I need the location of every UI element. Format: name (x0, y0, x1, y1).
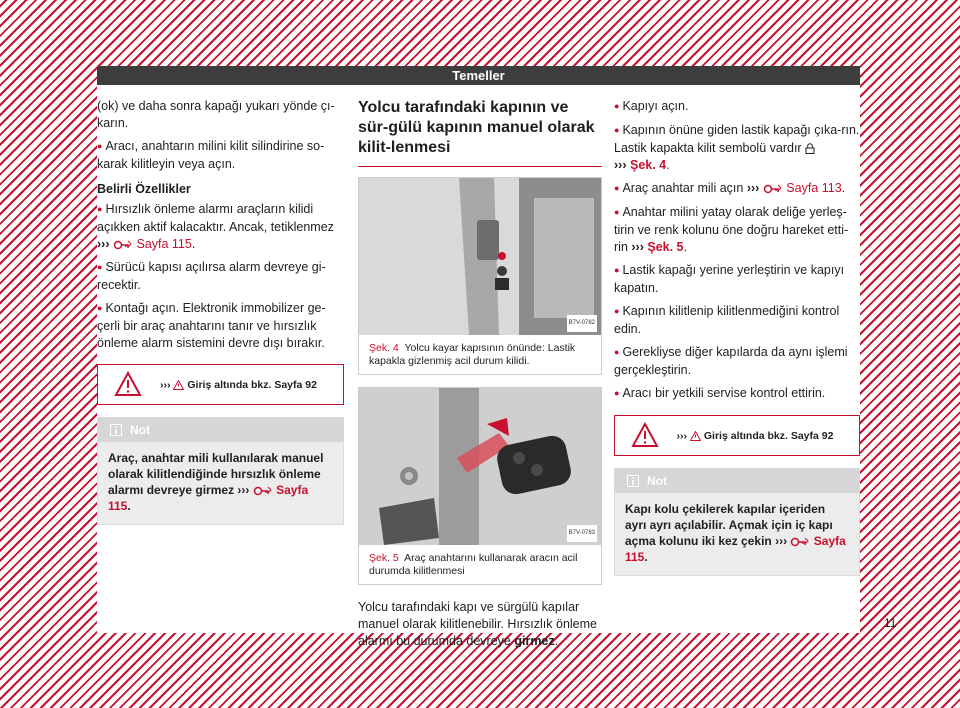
figure-link[interactable]: Şek. 4 (629, 158, 667, 172)
bullet-item: ● Kontağı açın. Elektronik immobilizer ge-çerli bir araç anahtarını tanır ve hırsızlık önleme alarm sistemini devre dışı bırakır. (97, 300, 344, 352)
section-title: Yolcu tarafındaki kapının ve sür-gülü kapının manuel olarak kilit-lenmesi (358, 98, 602, 167)
figure-link[interactable]: Şek. 5 (647, 240, 684, 254)
bullet-item: ● Aracı, anahtarın milini kilit silindirine so-karak kilitleyin veya açın. (97, 138, 344, 173)
key-in-lock-illustration (359, 388, 601, 545)
figure-code: B7V-0782 (567, 315, 597, 332)
bullet-item: ● Kapıyı açın. (614, 98, 860, 116)
bullet-item: ● Aracı bir yetkili servise kontrol ettirin. (614, 385, 860, 403)
figure-4-image (359, 178, 601, 335)
lock-icon (805, 143, 815, 154)
figure-number: Şek. 4 (369, 342, 399, 354)
page-link[interactable]: Sayfa 115 (136, 237, 192, 251)
info-icon (110, 424, 122, 436)
page-link[interactable]: Sayfa 115 (108, 483, 309, 513)
bullet-item: ● Sürücü kapısı açılırsa alarm devreye gi-recektir. (97, 259, 344, 294)
bullet-item: ● Gerekliyse diğer kapılarda da aynı işlemi gerçekleştirin. (614, 344, 860, 379)
figure-number: Şek. 5 (369, 552, 399, 564)
paragraph: (ok) ve daha sonra kapağı yukarı yönde çı-karın. (97, 99, 335, 130)
figure-5-image (359, 388, 601, 545)
figure-code: B7V-0783 (567, 525, 597, 542)
column-left (97, 98, 344, 525)
column-middle (358, 98, 602, 656)
key-info-icon (763, 183, 783, 194)
key-info-icon (790, 536, 810, 547)
bullet-item: ● Hırsızlık önleme alarmı araçların kilidi açıkken aktif kalacaktır. Ancak, tetiklenmez ››› Sayfa 115. (97, 201, 344, 253)
bullet-item: ● Kapının önüne giden lastik kapağı çıka-rın. Lastik kapakta kilit sembolü vardır ››› Şek. 4. (614, 122, 860, 174)
note-label: Not (130, 423, 150, 437)
warning-text[interactable]: Giriş altında bkz. Sayfa 92 (703, 430, 834, 442)
note-label: Not (647, 474, 667, 488)
note-box: Not Araç, anahtar mili kullanılarak manuel olarak kilitlendiğinde hırsızlık önleme alarmı devreye girmez ››› Sayfa 115. (97, 417, 344, 525)
column-right (614, 98, 860, 576)
figure-5 (358, 387, 602, 585)
bullet-item: ● Kapının kilitlenip kilitlenmediğini kontrol edin. (614, 303, 860, 338)
page-number: 11 (884, 616, 897, 630)
warning-text[interactable]: Giriş altında bkz. Sayfa 92 (187, 379, 317, 391)
figure-caption: Araç anahtarını kullanarak aracın acil durumda kilitlenmesi (369, 552, 578, 577)
section-subheading: Belirli Özellikler (97, 182, 191, 196)
warning-box: ››› Giriş altında bkz. Sayfa 92 (97, 364, 344, 405)
note-text: Kapı kolu çekilerek kapılar içeriden ayrı ayrı açılabilir. Açmak için iç kapı açma kolunu iki kez çekin (625, 502, 833, 548)
note-box: Not Kapı kolu çekilerek kapılar içeriden ayrı ayrı açılabilir. Açmak için iç kapı açma kolunu iki kez çekin ››› Sayfa 115. (614, 468, 860, 576)
reference-arrow: ››› (97, 237, 110, 251)
paragraph: Yolcu tarafındaki kapı ve sürgülü kapılar manuel olarak kilitlenebilir. Hırsızlık önleme alarmı bu durumda devreye girmez. (358, 600, 597, 648)
warning-box: ››› Giriş altında bkz. Sayfa 92 (614, 415, 860, 456)
bullet-item: ● Lastik kapağı yerine yerleştirin ve kapıyı kapatın. (614, 262, 860, 297)
bullet-item: ● Anahtar milini yatay olarak deliğe yerleş-tirin ve renk kolunu öne doğru hareket etti-rin ››› Şek. 5. (614, 204, 860, 256)
key-info-icon (113, 239, 133, 250)
warning-small-icon (690, 431, 701, 441)
note-text: Araç, anahtar mili kullanılarak manuel olarak kilitlendiğinde hırsızlık önleme alarmı devreye girmez (108, 451, 324, 497)
page-link[interactable]: Sayfa 115 (625, 534, 846, 564)
key-info-icon (253, 485, 273, 496)
figure-4 (358, 177, 602, 375)
door-lock-illustration (359, 178, 601, 335)
page-link[interactable]: Sayfa 113 (786, 181, 842, 195)
bullet-item: ● Araç anahtar mili açın ››› Sayfa 113. (614, 180, 860, 198)
page-header: Temeller (97, 66, 860, 85)
figure-caption: Yolcu kayar kapısının önünde: Lastik kapakla gizlenmiş acil durum kilidi. (369, 342, 576, 367)
info-icon (627, 475, 639, 487)
warning-small-icon (173, 380, 184, 390)
